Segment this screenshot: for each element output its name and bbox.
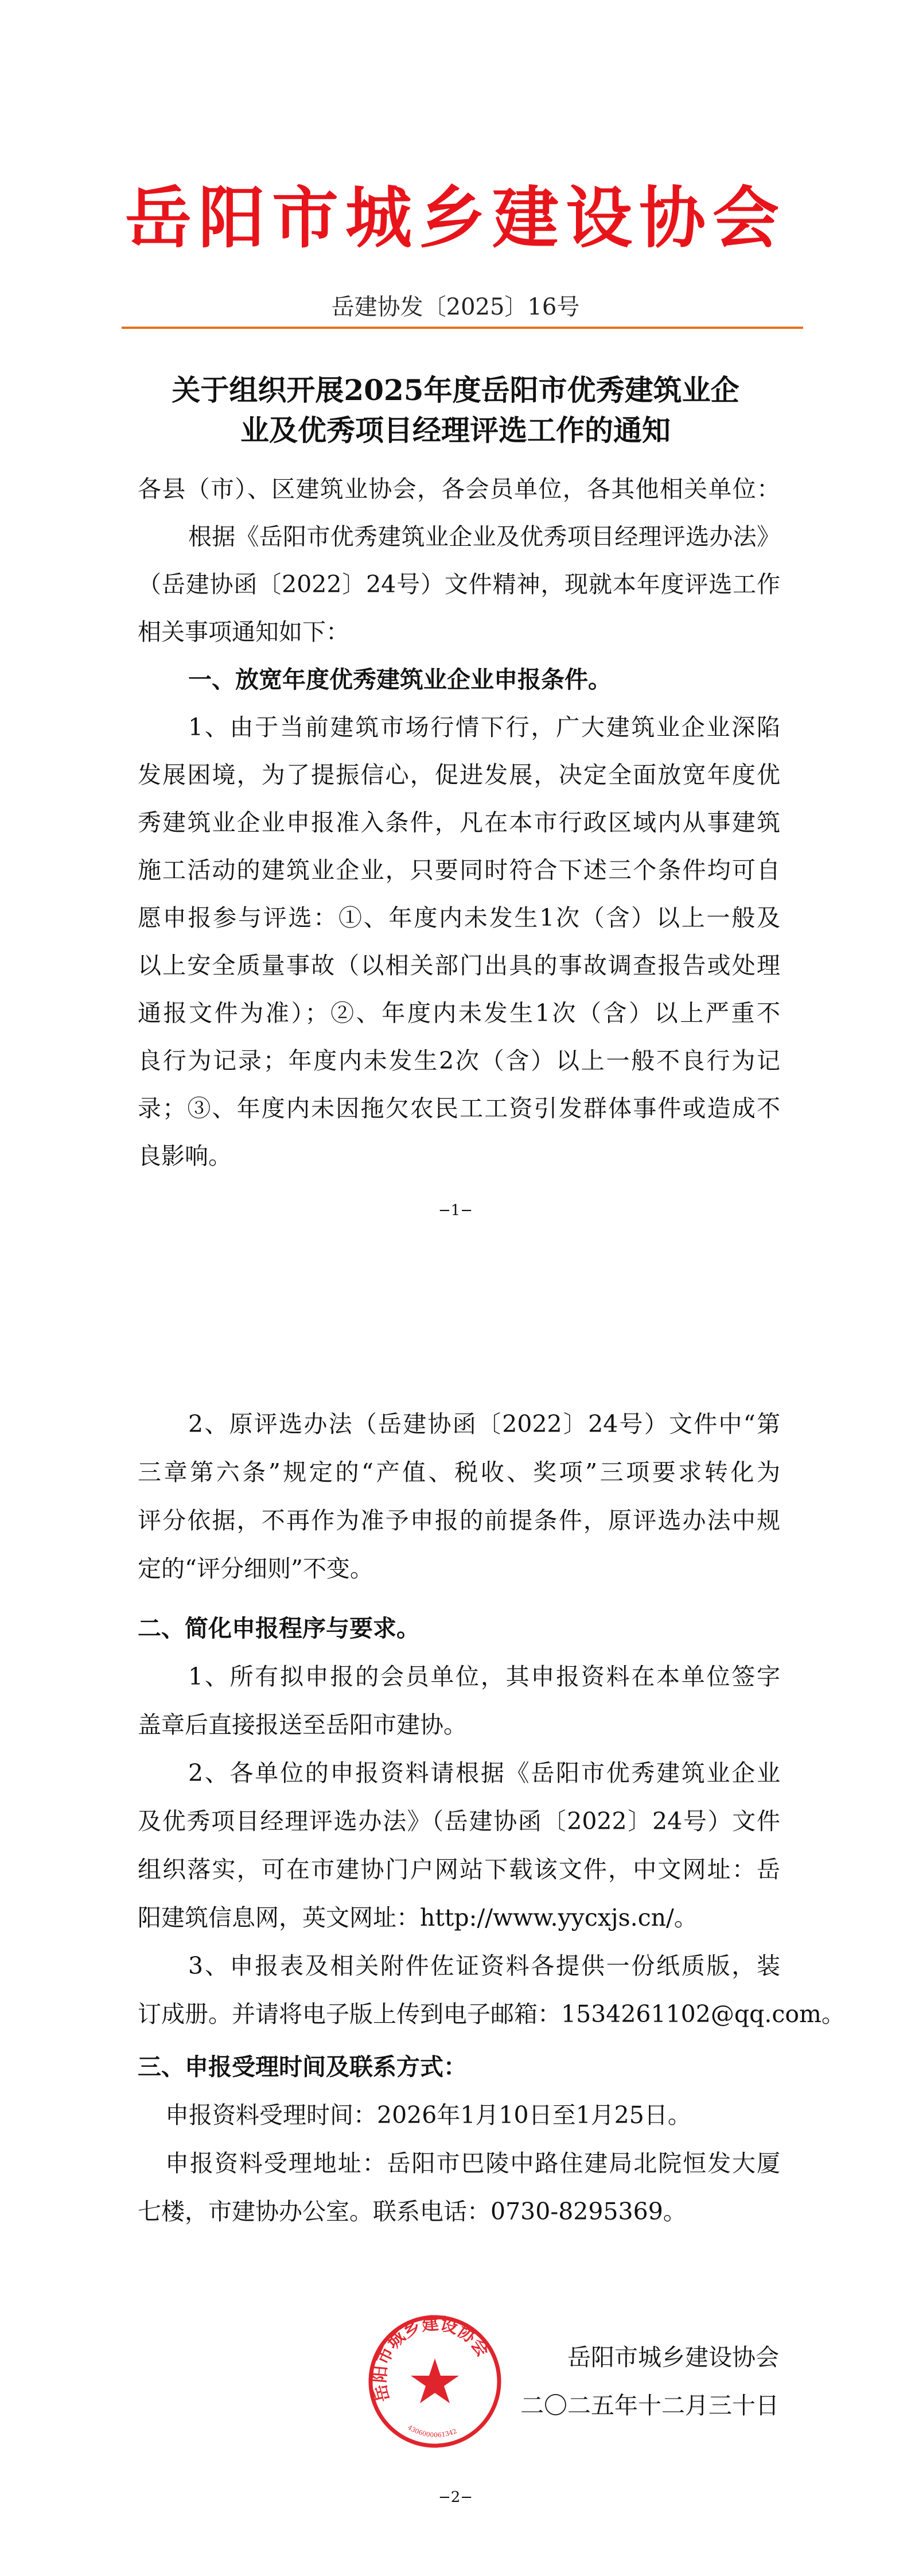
body-line: 组织落实，可在市建协门户网站下载该文件，中文网址：岳 <box>138 1856 780 1883</box>
body-line: 施工活动的建筑业企业，只要同时符合下述三个条件均可自 <box>138 856 780 884</box>
body-line: 良影响。 <box>138 1142 232 1170</box>
website-line: 阳建筑信息网，英文网址：http://www.yycxjs.cn/。 <box>138 1904 698 1931</box>
section-heading-1: 一、放宽年度优秀建筑业企业申报条件。 <box>188 666 612 693</box>
body-line: 相关事项通知如下： <box>138 618 349 646</box>
body-line: 3、申报表及相关附件佐证资料各提供一份纸质版，装 <box>188 1952 780 1980</box>
acceptance-time: 申报资料受理时间：2026年1月10日至1月25日。 <box>165 2101 691 2129</box>
page-number-2: −2− <box>438 2489 473 2506</box>
official-seal-stamp <box>367 2314 503 2449</box>
contact-phone-line: 七楼，市建协办公室。联系电话：0730-8295369。 <box>138 2198 687 2225</box>
body-line: 录；③、年度内未因拖欠农民工工资引发群体事件或造成不 <box>138 1095 780 1122</box>
letterhead-divider <box>122 327 803 329</box>
notice-title-line-1: 关于组织开展2025年度岳阳市优秀建筑业企 <box>172 373 739 407</box>
page-1-body <box>138 465 780 1180</box>
seal-text: 岳阳市城乡建设协会 <box>369 2314 493 2404</box>
body-line: 愿申报参与评选：①、年度内未发生1次（含）以上一般及 <box>138 904 780 932</box>
document-number: 岳建协发〔2025〕16号 <box>331 294 580 320</box>
body-line: 通报文件为准）；②、年度内未发生1次（含）以上严重不 <box>138 999 780 1027</box>
acceptance-address: 申报资料受理地址：岳阳市巴陵中路住建局北院恒发大厦 <box>165 2150 780 2177</box>
body-line: 1、所有拟申报的会员单位，其申报资料在本单位签字 <box>188 1663 780 1690</box>
email-line: 订成册。并请将电子版上传到电子邮箱：1534261102@qq.com。 <box>138 2000 845 2028</box>
body-line: 评分依据，不再作为准予申报的前提条件，原评选办法中规 <box>138 1507 780 1534</box>
body-line: 发展困境，为了提振信心，促进发展，决定全面放宽年度优 <box>138 761 780 789</box>
body-line: 盖章后直接报送至岳阳市建协。 <box>138 1711 467 1739</box>
page-2-body <box>138 1400 845 2236</box>
seal-star-icon <box>411 2358 459 2403</box>
signature-organization: 岳阳市城乡建设协会 <box>567 2344 779 2371</box>
body-line: 三章第六条”规定的“产值、税收、奖项”三项要求转化为 <box>138 1458 780 1486</box>
section-heading-3: 三、申报受理时间及联系方式： <box>138 2053 467 2081</box>
letterhead-org-name: 岳阳市城乡建设协会 <box>125 179 786 257</box>
body-line: 2、原评选办法（岳建协函〔2022〕24号）文件中“第 <box>188 1410 780 1438</box>
signature-date: 二〇二五年十二月三十日 <box>520 2392 779 2419</box>
notice-title-line-2: 业及优秀项目经理评选工作的通知 <box>240 413 671 447</box>
body-line: 1、由于当前建筑市场行情下行，广大建筑业企业深陷 <box>188 713 780 741</box>
seal-code: 4306000061342 <box>406 2423 458 2439</box>
body-line: 2、各单位的申报资料请根据《岳阳市优秀建筑业企业 <box>188 1759 780 1787</box>
salutation: 各县（市）、区建筑业协会，各会员单位，各其他相关单位： <box>138 475 780 503</box>
body-line: 根据《岳阳市优秀建筑业企业及优秀项目经理评选办法》 <box>188 523 780 550</box>
body-line: 定的“评分细则”不变。 <box>138 1555 373 1582</box>
section-heading-2: 二、简化申报程序与要求。 <box>138 1615 420 1642</box>
body-line: 秀建筑业企业申报准入条件，凡在本市行政区域内从事建筑 <box>138 809 780 836</box>
body-line: 及优秀项目经理评选办法》（岳建协函〔2022〕24号）文件 <box>138 1807 780 1835</box>
body-line: 以上安全质量事故（以相关部门出具的事故调查报告或处理 <box>138 952 780 979</box>
page-number-1: −1− <box>438 1202 473 1219</box>
body-line: （岳建协函〔2022〕24号）文件精神，现就本年度评选工作 <box>138 571 780 598</box>
body-line: 良行为记录；年度内未发生2次（含）以上一般不良行为记 <box>138 1047 780 1074</box>
